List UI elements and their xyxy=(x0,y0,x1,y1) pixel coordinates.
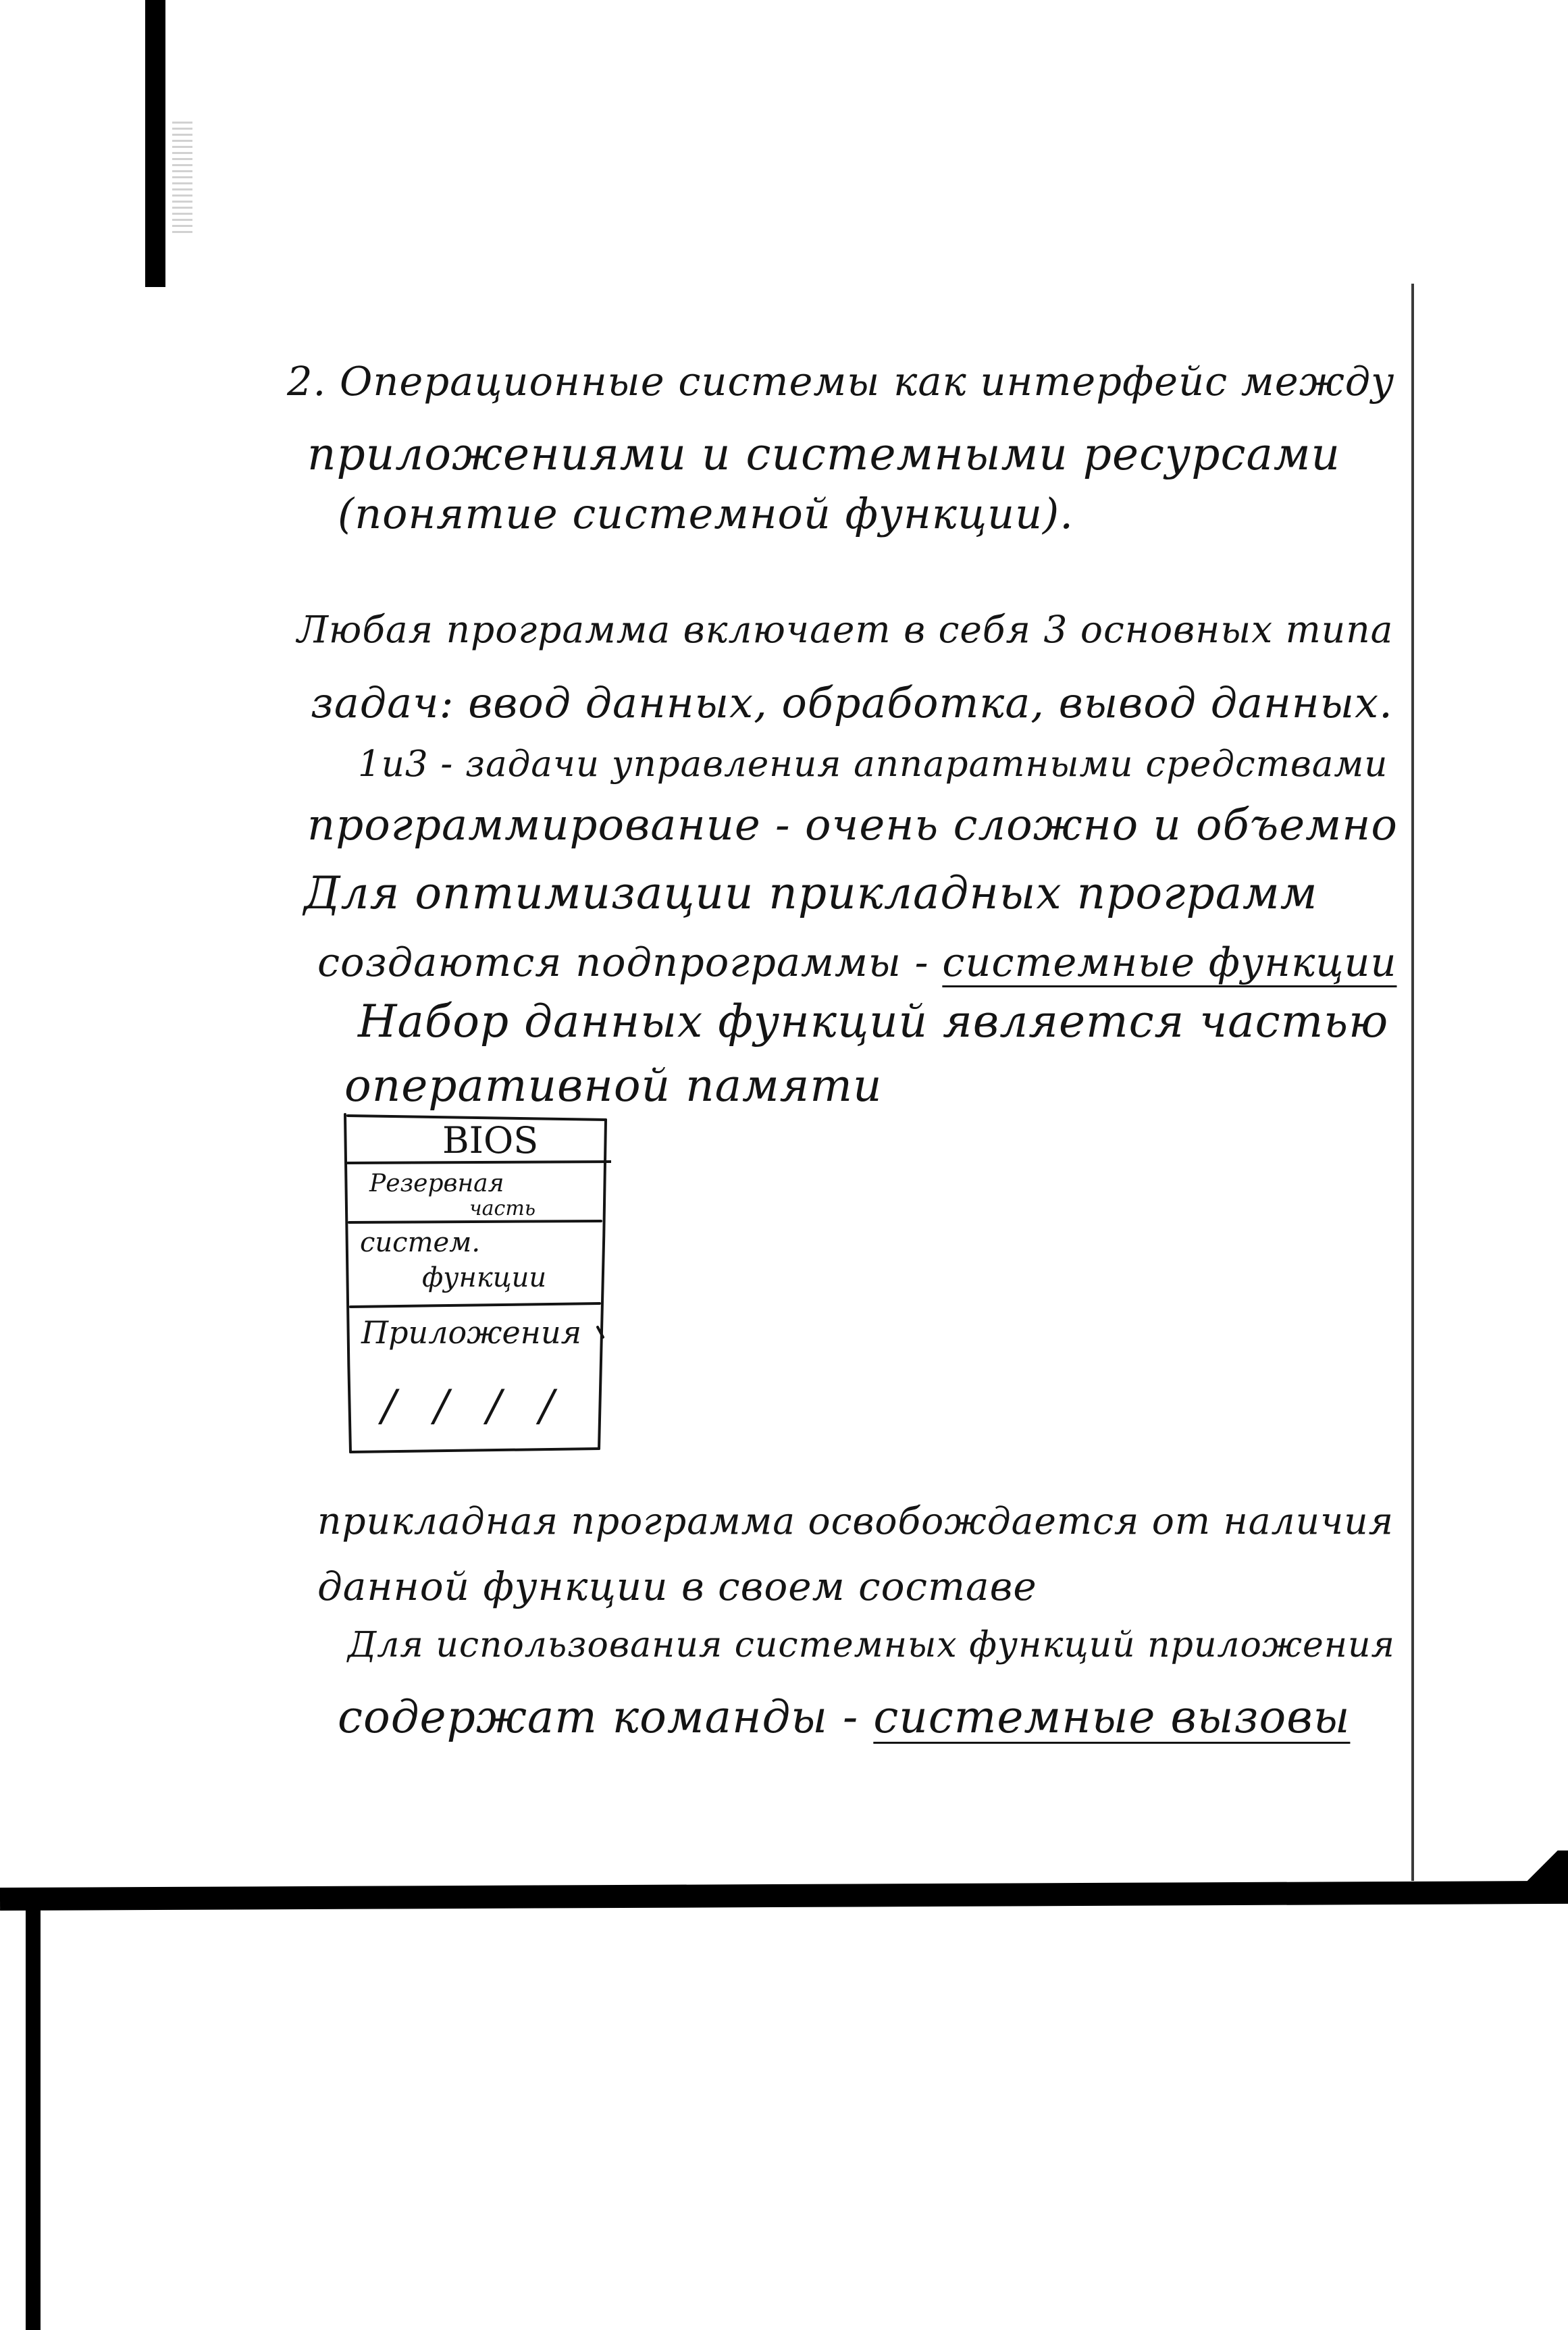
scan-edge-shadow-bottom xyxy=(0,1881,1568,1911)
scan-edge-corner xyxy=(1519,1850,1568,1898)
divider-after-system-functions xyxy=(350,1303,600,1307)
frame-right-edge xyxy=(599,1120,606,1449)
paragraph-5-line-2: данной функции в своем составе xyxy=(317,1563,1037,1609)
paragraph-2-line-2: программирование - очень сложно и объемно xyxy=(307,800,1398,850)
paragraph-6-line-2 xyxy=(338,1691,1351,1743)
paragraph-5-line-1: прикладная программа освобождается от наличия xyxy=(317,1499,1394,1543)
scan-speckle xyxy=(172,122,192,236)
term-system-calls: системные вызовы xyxy=(873,1691,1351,1743)
memory-layout-diagram xyxy=(341,1108,611,1459)
paragraph-3-line-2-text: создаются подпрограммы - xyxy=(317,939,943,985)
heading-line-1: 2. Операционные системы как интерфейс между xyxy=(287,358,1395,405)
paragraph-3-line-1: Для оптимизации прикладных программ xyxy=(304,867,1318,919)
page-margin-line xyxy=(1411,284,1414,1881)
divider-after-bios xyxy=(348,1162,611,1163)
divider-after-reserved xyxy=(349,1221,601,1222)
diagram-cell-system-functions-line-1: систем. xyxy=(360,1227,481,1258)
diagram-cell-system-functions-line-2: функции xyxy=(422,1262,547,1293)
paragraph-6-line-1: Для использования системных функций приложения xyxy=(348,1625,1395,1665)
diagram-cell-reserved-line-2: часть xyxy=(469,1197,536,1220)
scan-edge-shadow-top-left xyxy=(145,0,165,287)
paragraph-3-line-2 xyxy=(317,939,1397,985)
frame-bottom-edge xyxy=(350,1449,599,1452)
paragraph-2-line-1: 1и3 - задачи управления аппаратными средствами xyxy=(358,744,1388,785)
heading-line-2: приложениями и системными ресурсами xyxy=(307,428,1341,480)
diagram-cell-reserved-line-1: Резервная xyxy=(369,1170,504,1197)
diagram-cell-free-area: / / / / xyxy=(382,1381,567,1431)
paragraph-1-line-1: Любая программа включает в себя 3 основных типа xyxy=(297,608,1394,651)
paragraph-1-line-2: задач: ввод данных, обработка, вывод данных. xyxy=(311,678,1393,727)
heading-line-3: (понятие системной функции). xyxy=(338,489,1074,538)
paragraph-4-line-1: Набор данных функций является частью xyxy=(358,995,1389,1047)
paragraph-4-line-2: оперативной памяти xyxy=(344,1060,883,1112)
diagram-cell-applications: Приложения xyxy=(361,1314,582,1351)
term-system-functions: системные функции xyxy=(942,939,1397,985)
scan-edge-shadow-bottom-left xyxy=(26,1899,41,2330)
diagram-cell-bios: BIOS xyxy=(442,1119,539,1162)
frame-left-edge xyxy=(345,1114,350,1452)
paragraph-6-line-2-text: содержат команды - xyxy=(338,1691,874,1743)
